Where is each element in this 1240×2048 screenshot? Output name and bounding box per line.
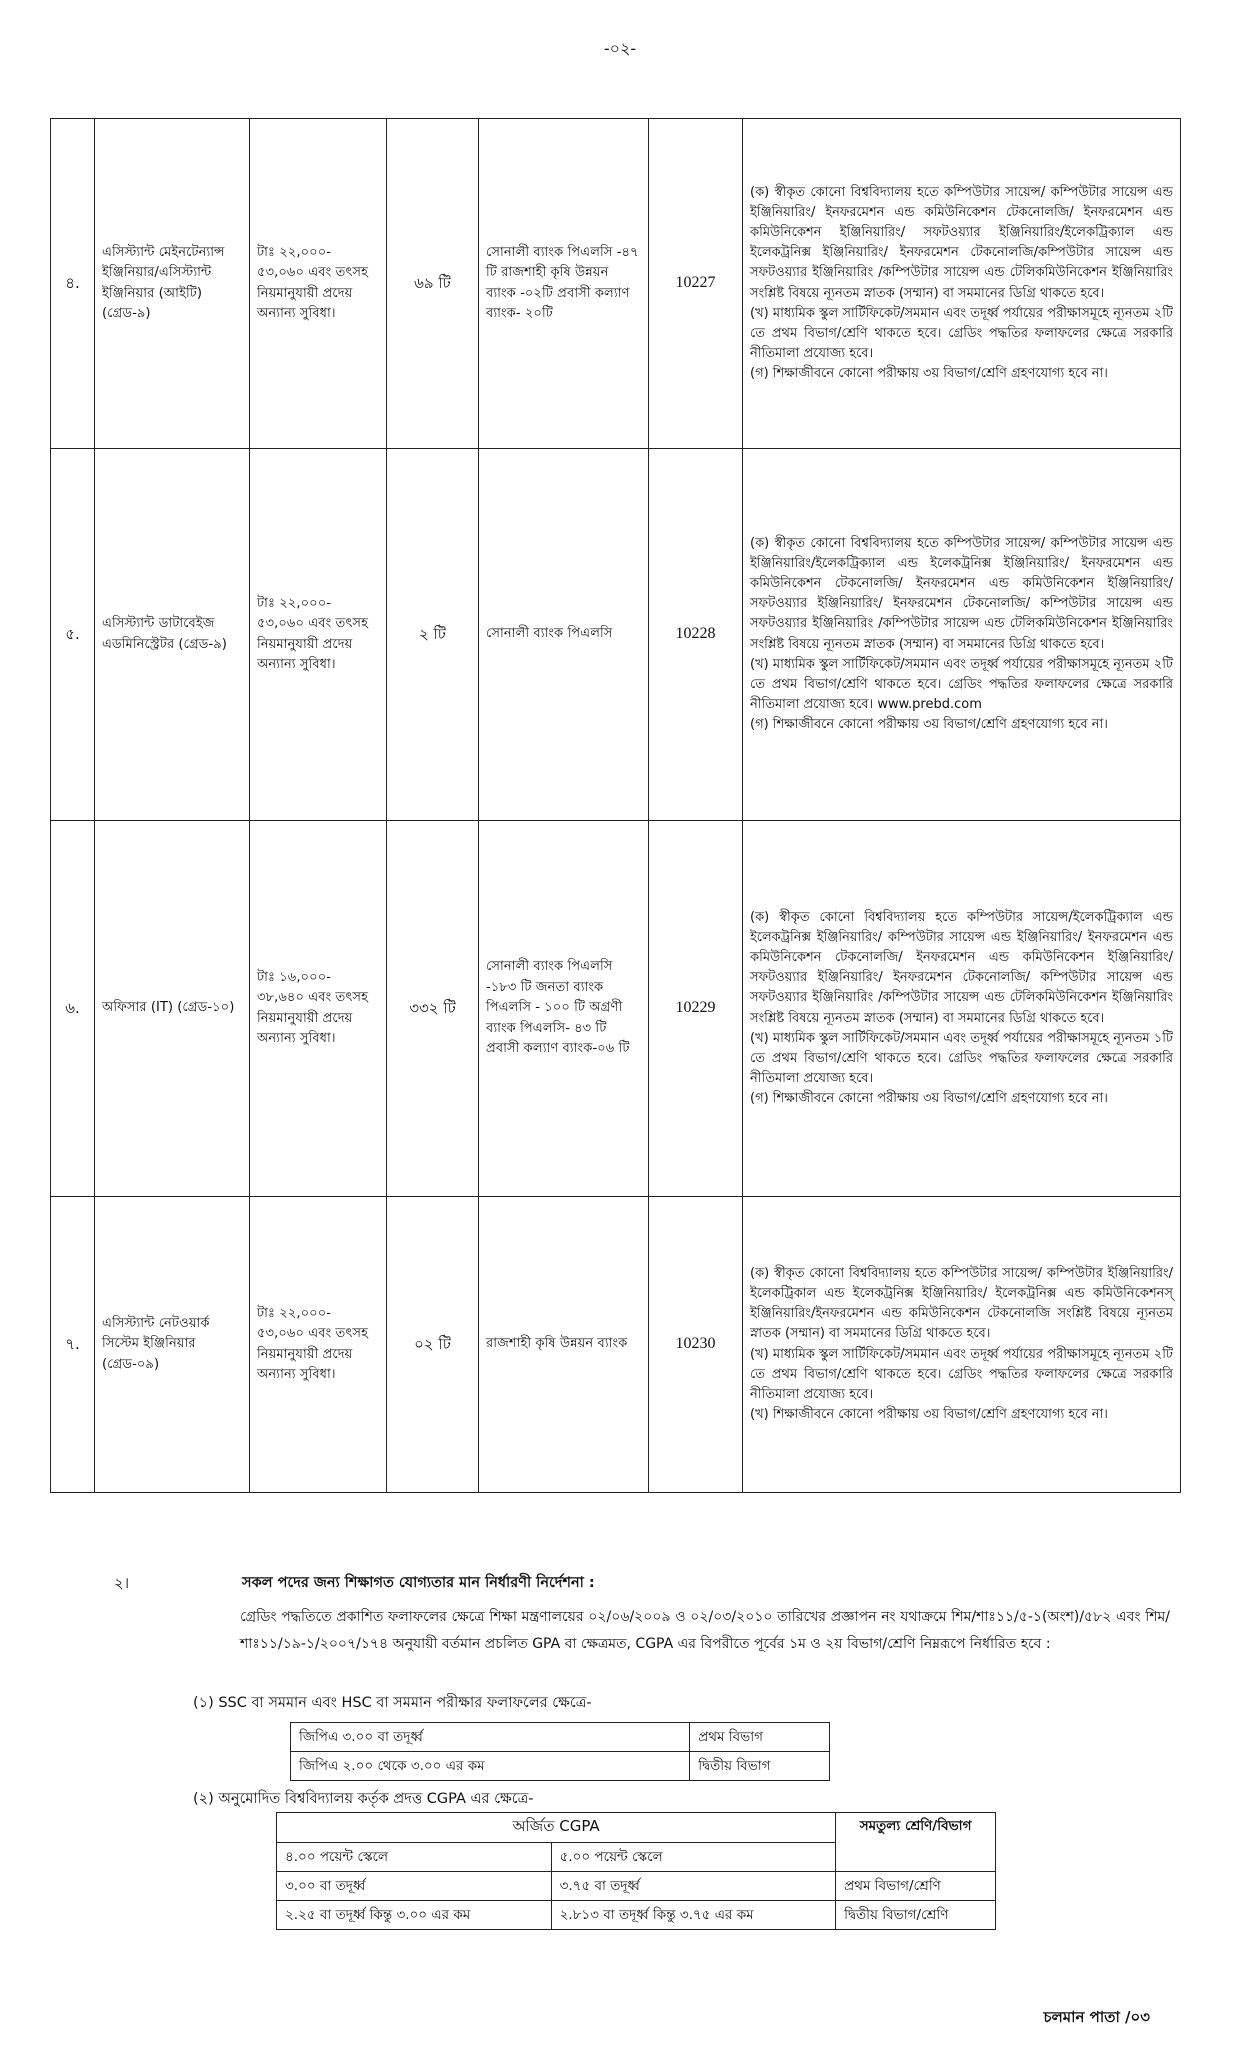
cgpa-division: দ্বিতীয় বিভাগ/শ্রেণি bbox=[836, 1901, 996, 1930]
table-row bbox=[51, 119, 1181, 449]
post-cell: অফিসার (IT) (গ্রেড-১০) bbox=[95, 821, 250, 1197]
page-number: -০২- bbox=[603, 39, 637, 58]
bank-cell: সোনালী ব্যাংক পিএলসি -৪৭ টি রাজশাহী কৃষি উন্নয়ন ব্যাংক -০২টি প্রবাসী কল্যাণ ব্যাংক- ২০টি bbox=[479, 119, 649, 449]
qualification-item: (খ) মাধ্যমিক স্কুল সার্টিফিকেট/সমমান এবং তদূর্ধ্ব পর্যায়ের পরীক্ষাসমূহে ন্যূনতম ২টি তে প্রথম বিভাগ/শ্রেণি থাকতে হবে। গ্রেডিং পদ্ধতির ফলাফলের ক্ষেত্রে সরকারি নীতিমালা প্রযোজ্য হবে। bbox=[750, 305, 1173, 361]
cgpa-value-4: ৩.০০ বা তদূর্ধ্ব bbox=[277, 1872, 552, 1901]
posts-table bbox=[50, 118, 1181, 1493]
post-cell: এসিস্ট্যান্ট মেইনটেন্যান্স ইঞ্জিনিয়ার/এসিস্ট্যান্ট ইঞ্জিনিয়ার (আইটি) (গ্রেড-৯) bbox=[95, 119, 250, 449]
serial-cell: ৪. bbox=[51, 119, 95, 449]
cgpa-division: প্রথম বিভাগ/শ্রেণি bbox=[836, 1872, 996, 1901]
cgpa-table bbox=[276, 1812, 996, 1930]
bank-cell: রাজশাহী কৃষি উন্নয়ন ব্যাংক bbox=[479, 1197, 649, 1493]
section-heading: সকল পদের জন্য শিক্ষাগত যোগ্যতার মান নির্ধারণী নির্দেশনা : bbox=[242, 1575, 595, 1591]
table-row bbox=[291, 1752, 830, 1781]
bank-cell: সোনালী ব্যাংক পিএলসি bbox=[479, 449, 649, 821]
count-cell: ২ টি bbox=[387, 449, 479, 821]
gpa-range: জিপিএ ২.০০ থেকে ৩.০০ এর কম bbox=[291, 1752, 690, 1781]
cgpa-scale-5: ৫.০০ পয়েন্ট স্কেলে bbox=[551, 1843, 836, 1872]
table-row bbox=[51, 449, 1181, 821]
qualification-cell bbox=[743, 821, 1181, 1197]
table-row bbox=[291, 1723, 830, 1752]
pay-cell: টাঃ ১৬,০০০- ৩৮,৬৪০ এবং তৎসহ নিয়মানুযায়ী প্রদেয় অন্যান্য সুবিধা। bbox=[250, 821, 387, 1197]
serial-cell: ৫. bbox=[51, 449, 95, 821]
post-cell: এসিস্ট্যান্ট ডাটাবেইজ এডমিনিস্ট্রেটর (গ্রেড-৯) bbox=[95, 449, 250, 821]
qualification-item: (খ) শিক্ষাজীবনে কোনো পরীক্ষায় ৩য় বিভাগ/শ্রেণি গ্রহণযোগ্য হবে না। bbox=[750, 1406, 1108, 1422]
qualification-item: (গ) শিক্ষাজীবনে কোনো পরীক্ষায় ৩য় বিভাগ/শ্রেণি গ্রহণযোগ্য হবে না। bbox=[750, 1091, 1108, 1107]
qualification-item: (ক) স্বীকৃত কোনো বিশ্ববিদ্যালয় হতে কম্পিউটার সায়েন্স/ কম্পিউটার ইঞ্জিনিয়ারিং/ইলেকট্রিকাল এন্ড ইলেকট্রনিক্স ইঞ্জিনিয়ারিং/ ইলেকট্রনিক্স এন্ড কমিউনিকেশনস্ ইঞ্জিনিয়ারিং/ইনফরমেশন এন্ড কমিউনিকেশন টেকনোলজি সংশ্লিষ্ট বিষয়ে ন্যূনতম স্নাতক (সম্মান) বা সমমানের ডিগ্রি থাকতে হবে। bbox=[750, 1265, 1173, 1342]
code-cell: 10230 bbox=[649, 1197, 743, 1493]
cgpa-subheading: (২) অনুমোদিত বিশ্ববিদ্যালয় কর্তৃক প্রদত্ত CGPA এর ক্ষেত্রে- bbox=[193, 1791, 534, 1807]
count-cell: ৬৯ টি bbox=[387, 119, 479, 449]
cgpa-equivalent-header: সমতুল্য শ্রেণি/বিভাগ bbox=[836, 1813, 996, 1872]
qualification-cell bbox=[743, 119, 1181, 449]
gpa-division: দ্বিতীয় বিভাগ bbox=[690, 1752, 830, 1781]
section-body: গ্রেডিং পদ্ধতিতে প্রকাশিত ফলাফলের ক্ষেত্রে শিক্ষা মন্ত্রণালয়ের ০২/০৬/২০০৯ ও ০২/০৩/২০১০ তারিখের প্রজ্ঞাপন নং যথাক্রমে শিম/শাঃ১১/৫-১(অংশ)/৫৮২ এবং শিম/শাঃ১১/১৯-১/২০০৭/১৭৪ অনুযায়ী বর্তমান প্রচলিত GPA বা ক্ষেত্রমত, CGPA এর বিপরীতে পূর্বের ১ম ও ২য় বিভাগ/শ্রেণি নিম্নরূপে নির্ধারিত হবে : bbox=[240, 1609, 1170, 1653]
table-row bbox=[51, 1197, 1181, 1493]
qualification-item: (ক) স্বীকৃত কোনো বিশ্ববিদ্যালয় হতে কম্পিউটার সায়েন্স/ কম্পিউটার সায়েন্স এন্ড ইঞ্জিনিয়ারিং/ ইনফরমেশন এন্ড কমিউনিকেশন টেকনোলজি/ ইনফরমেশন এন্ড কমিউনিকেশন ইঞ্জিনিয়ারিং/ সফটওয়্যার ইঞ্জিনিয়ারিং/ইলেকট্রিক্যাল এন্ড ইলেকট্রনিক্স ইঞ্জিনিয়ারিং/ ইনফরমেশন টেকনোলজি/কম্পিউটার সায়েন্স এন্ড সফটওয়্যার ইঞ্জিনিয়ারিং /কম্পিউটার সায়েন্স এন্ড টেলিকমিউনিকেশন ইঞ্জিনিয়ারিং সংশ্লিষ্ট বিষয়ে ন্যূনতম স্নাতক (সম্মান) বা সমমানের ডিগ্রি থাকতে হবে। bbox=[750, 184, 1173, 301]
table-row bbox=[51, 821, 1181, 1197]
post-cell: এসিস্ট্যান্ট নেটওয়ার্ক সিস্টেম ইঞ্জিনিয়ার (গ্রেড-০৯) bbox=[95, 1197, 250, 1493]
qualification-item: (খ) মাধ্যমিক স্কুল সার্টিফিকেট/সমমান এবং তদূর্ধ্ব পর্যায়ের পরীক্ষাসমূহে ন্যূনতম ২টি তে প্রথম বিভাগ/শ্রেণি থাকতে হবে। গ্রেডিং পদ্ধতির ফলাফলের ক্ষেত্রে সরকারি নীতিমালা প্রযোজ্য হবে। bbox=[750, 1346, 1173, 1402]
qualification-cell bbox=[743, 449, 1181, 821]
code-cell: 10229 bbox=[649, 821, 743, 1197]
qualification-item: (খ) মাধ্যমিক স্কুল সার্টিফিকেট/সমমান এবং তদূর্ধ্ব পর্যায়ের পরীক্ষাসমূহে ন্যূনতম ২টি তে প্রথম বিভাগ/শ্রেণি থাকতে হবে। গ্রেডিং পদ্ধতির ফলাফলের ক্ষেত্রে সরকারি নীতিমালা প্রযোজ্য হবে। www.prebd.com bbox=[750, 656, 1173, 712]
code-cell: 10228 bbox=[649, 449, 743, 821]
cgpa-value-4: ২.২৫ বা তদূর্ধ্ব কিন্তু ৩.০০ এর কম bbox=[277, 1901, 552, 1930]
qualification-item: (ক) স্বীকৃত কোনো বিশ্ববিদ্যালয় হতে কম্পিউটার সায়েন্স/ইলেকট্রিক্যাল এন্ড ইলেকট্রনিক্স ইঞ্জিনিয়ারিং/ কম্পিউটার সায়েন্স এন্ড ইঞ্জিনিয়ারিং/ ইনফরমেশন এন্ড কমিউনিকেশন টেকনোলজি/ ইনফরমেশন এন্ড কমিউনিকেশন ইঞ্জিনিয়ারিং/ সফটওয়্যার ইঞ্জিনিয়ারিং/ ইনফরমেশন টেকনোলজি/ কম্পিউটার সায়েন্স এন্ড সফটওয়্যার ইঞ্জিনিয়ারিং /কম্পিউটার সায়েন্স এন্ড টেলিকমিউনিকেশন ইঞ্জিনিয়ারিং সংশ্লিষ্ট বিষয়ে ন্যূনতম স্নাতক (সম্মান) বা সমমানের ডিগ্রি থাকতে হবে। bbox=[750, 909, 1173, 1026]
count-cell: ০২ টি bbox=[387, 1197, 479, 1493]
code-cell: 10227 bbox=[649, 119, 743, 449]
gpa-range: জিপিএ ৩.০০ বা তদূর্ধ্ব bbox=[291, 1723, 690, 1752]
pay-cell: টাঃ ২২,০০০- ৫৩,০৬০ এবং তৎসহ নিয়মানুযায়ী প্রদেয় অন্যান্য সুবিধা। bbox=[250, 1197, 387, 1493]
pay-cell: টাঃ ২২,০০০- ৫৩,০৬০ এবং তৎসহ নিয়মানুযায়ী প্রদেয় অন্যান্য সুবিধা। bbox=[250, 119, 387, 449]
section-number: ২। bbox=[114, 1574, 130, 1592]
table-row bbox=[277, 1901, 996, 1930]
qualification-item: (গ) শিক্ষাজীবনে কোনো পরীক্ষায় ৩য় বিভাগ/শ্রেণি গ্রহণযোগ্য হবে না। bbox=[750, 366, 1108, 382]
qualification-cell bbox=[743, 1197, 1181, 1493]
table-row bbox=[277, 1872, 996, 1901]
count-cell: ৩৩২ টি bbox=[387, 821, 479, 1197]
ssc-hsc-subheading: (১) SSC বা সমমান এবং HSC বা সমমান পরীক্ষার ফলাফলের ক্ষেত্রে- bbox=[193, 1695, 592, 1711]
continued-page-note: চলমান পাতা /০৩ bbox=[1043, 2008, 1150, 2026]
table-row bbox=[277, 1813, 996, 1843]
gpa-division: প্রথম বিভাগ bbox=[690, 1723, 830, 1752]
bank-cell: সোনালী ব্যাংক পিএলসি -১৮৩ টি জনতা ব্যাংক পিএলসি - ১০০ টি অগ্রণী ব্যাংক পিএলসি- ৪৩ টি প্রবাসী কল্যাণ ব্যাংক-০৬ টি bbox=[479, 821, 649, 1197]
qualification-item: (ক) স্বীকৃত কোনো বিশ্ববিদ্যালয় হতে কম্পিউটার সায়েন্স/ কম্পিউটার সায়েন্স এন্ড ইঞ্জিনিয়ারিং/ইলেকট্রিক্যাল এন্ড ইলেকট্রনিক্স ইঞ্জিনিয়ারিং/ ইনফরমেশন এন্ড কমিউনিকেশন টেকনোলজি/ ইনফরমেশন এন্ড কমিউনিকেশন ইঞ্জিনিয়ারিং/ সফটওয়্যার ইঞ্জিনিয়ারিং/ ইনফরমেশন টেকনোলজি/ কম্পিউটার সায়েন্স এন্ড সফটওয়্যার ইঞ্জিনিয়ারিং /কম্পিউটার সায়েন্স এন্ড টেলিকমিউনিকেশন ইঞ্জিনিয়ারিং সংশ্লিষ্ট বিষয়ে ন্যূনতম স্নাতক (সম্মান) বা সমমানের ডিগ্রি থাকতে হবে। bbox=[750, 535, 1173, 652]
cgpa-value-5: ২.৮১৩ বা তদূর্ধ্ব কিন্তু ৩.৭৫ এর কম bbox=[551, 1901, 836, 1930]
qualification-item: (গ) শিক্ষাজীবনে কোনো পরীক্ষায় ৩য় বিভাগ/শ্রেণি গ্রহণযোগ্য হবে না। bbox=[750, 717, 1108, 733]
cgpa-scale-4: ৪.০০ পয়েন্ট স্কেলে bbox=[277, 1843, 552, 1872]
cgpa-value-5: ৩.৭৫ বা তদূর্ধ্ব bbox=[551, 1872, 836, 1901]
pay-cell: টাঃ ২২,০০০- ৫৩,০৬০ এবং তৎসহ নিয়মানুযায়ী প্রদেয় অন্যান্য সুবিধা। bbox=[250, 449, 387, 821]
serial-cell: ৭. bbox=[51, 1197, 95, 1493]
gpa-table bbox=[290, 1722, 830, 1781]
serial-cell: ৬. bbox=[51, 821, 95, 1197]
cgpa-header: অর্জিত CGPA bbox=[277, 1813, 836, 1843]
qualification-item: (খ) মাধ্যমিক স্কুল সার্টিফিকেট/সমমান এবং তদূর্ধ্ব পর্যায়ের পরীক্ষাসমূহে ন্যূনতম ১টি তে প্রথম বিভাগ/শ্রেণি থাকতে হবে। গ্রেডিং পদ্ধতির ফলাফলের ক্ষেত্রে সরকারি নীতিমালা প্রযোজ্য হবে। bbox=[750, 1030, 1173, 1086]
